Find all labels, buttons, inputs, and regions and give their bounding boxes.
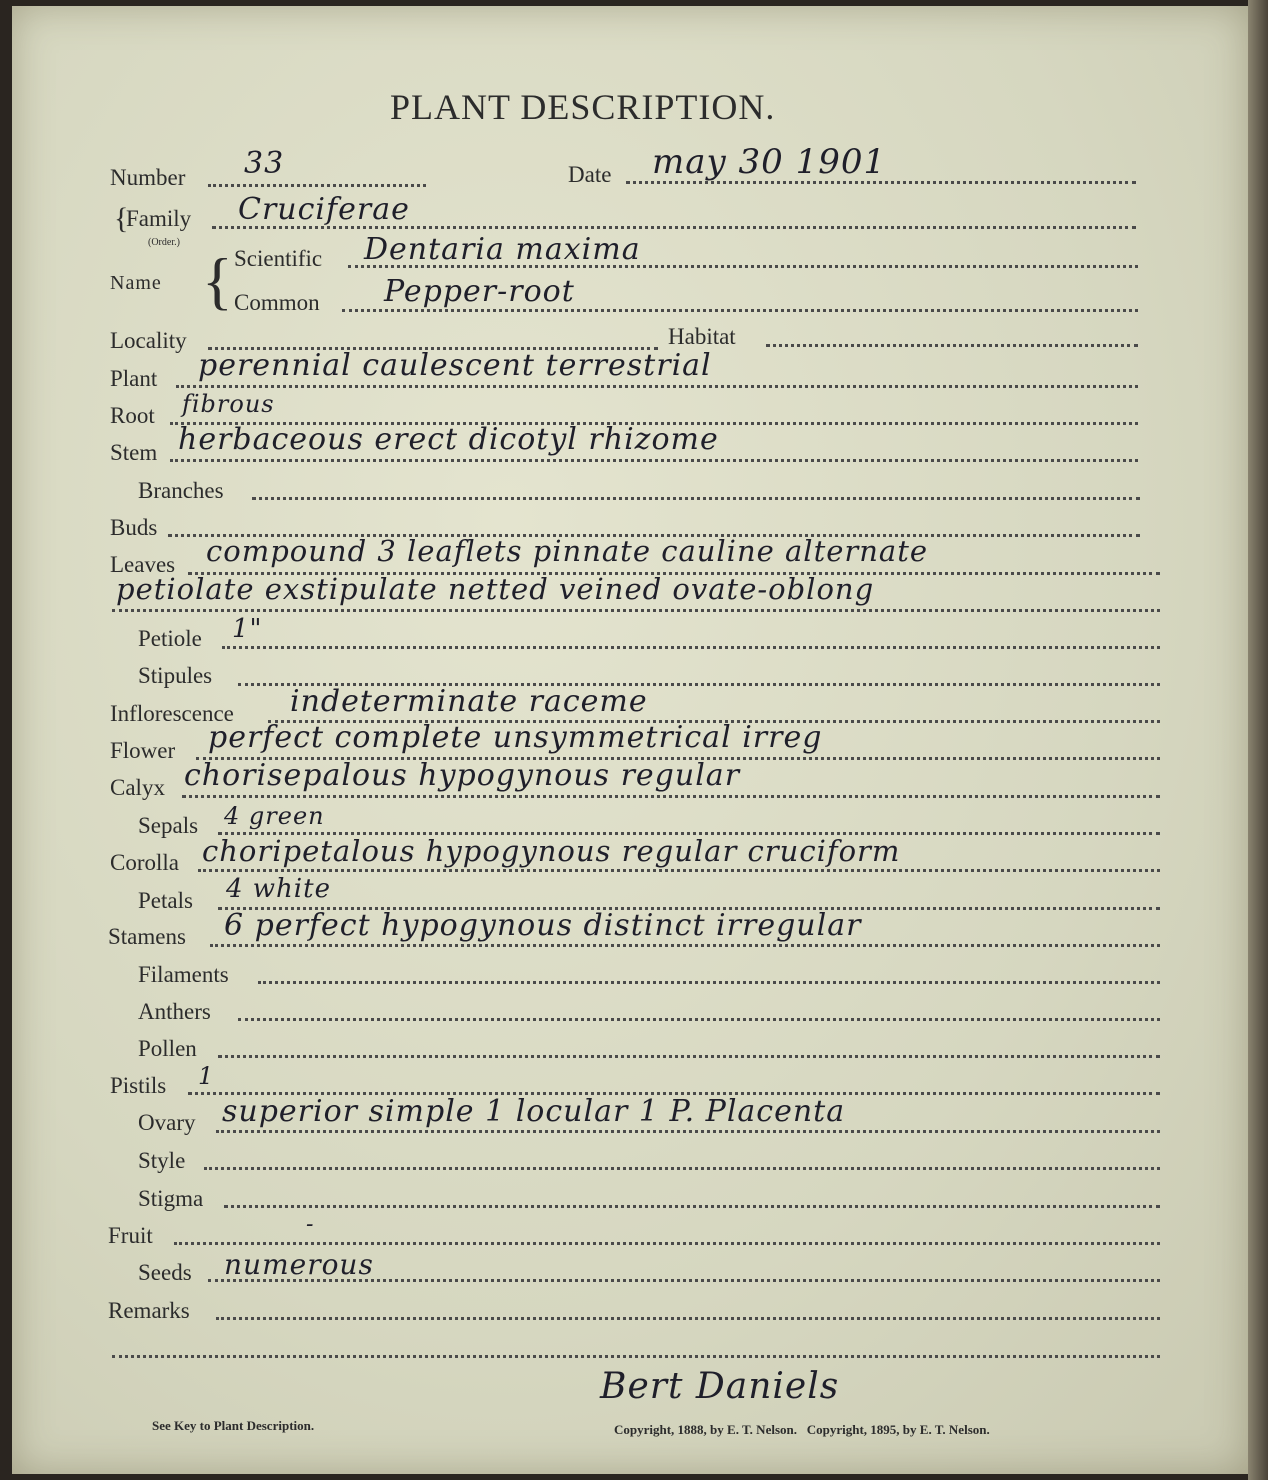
leaves-entry-2: petiolate exstipulate netted veined ovate-oblong	[116, 572, 875, 606]
habitat-line	[766, 344, 1138, 347]
plant-entry: perennial caulescent terrestrial	[198, 348, 712, 383]
calyx-entry: chorisepalous hypogynous regular	[184, 758, 741, 793]
stipules-label: Stipules	[138, 663, 213, 688]
fruit-label: Fruit	[108, 1223, 153, 1248]
ovary-label: Ovary	[138, 1110, 196, 1135]
number-label: Number	[110, 165, 186, 190]
flower-entry: perfect complete unsymmetrical irreg	[208, 720, 823, 755]
inflorescence-entry: indeterminate raceme	[290, 684, 648, 719]
fruit-line	[174, 1242, 1160, 1245]
footer-key-note: See Key to Plant Description.	[152, 1418, 315, 1433]
scientific-label: Scientific	[234, 246, 323, 271]
stigma-label: Stigma	[138, 1186, 204, 1211]
stamens-entry: 6 perfect hypogynous distinct irregular	[224, 908, 862, 943]
number-entry: 33	[244, 146, 285, 181]
filaments-label: Filaments	[138, 962, 229, 987]
plant-label: Plant	[110, 366, 158, 391]
date-entry: may 30 1901	[652, 142, 887, 182]
leaves-line-2	[112, 609, 1160, 612]
pollen-label: Pollen	[138, 1036, 197, 1061]
ovary-line	[216, 1130, 1160, 1133]
petiole-label: Petiole	[138, 626, 202, 651]
locality-label: Locality	[110, 328, 187, 353]
branches-line	[252, 497, 1140, 500]
leaves-label: Leaves	[110, 552, 176, 577]
signature: Bert Daniels	[600, 1366, 840, 1407]
stigma-line	[224, 1205, 1160, 1208]
remarks-label: Remarks	[108, 1298, 190, 1323]
anthers-line	[238, 1018, 1160, 1021]
fruit-entry: -	[306, 1212, 315, 1237]
stamens-line	[210, 944, 1160, 947]
branches-label: Branches	[138, 478, 224, 503]
petiole-entry: 1"	[232, 614, 263, 644]
sepals-entry: 4 green	[224, 802, 325, 830]
form-title: PLANT DESCRIPTION.	[390, 87, 776, 127]
seeds-label: Seeds	[138, 1260, 192, 1285]
petals-entry: 4 white	[226, 874, 331, 904]
inflorescence-label: Inflorescence	[110, 701, 234, 726]
name-brace: {	[202, 245, 233, 316]
anthers-label: Anthers	[138, 999, 211, 1024]
style-line	[204, 1167, 1160, 1170]
petals-label: Petals	[138, 888, 193, 913]
calyx-line	[182, 795, 1160, 798]
common-line	[342, 309, 1138, 312]
corolla-label: Corolla	[110, 850, 179, 875]
filaments-line	[258, 981, 1160, 984]
name-label: Name	[110, 272, 162, 294]
leaves-entry-1: compound 3 leaflets pinnate cauline alternate	[206, 534, 929, 568]
remarks-line-2	[112, 1355, 1160, 1358]
order-label: (Order.)	[148, 237, 180, 248]
sepals-label: Sepals	[138, 813, 199, 838]
flower-label: Flower	[110, 738, 176, 763]
corolla-entry: choripetalous hypogynous regular cruciform	[202, 834, 901, 868]
pistils-label: Pistils	[110, 1073, 167, 1098]
root-label: Root	[110, 403, 155, 428]
common-label: Common	[234, 290, 320, 315]
page-edge	[1248, 0, 1268, 1480]
calyx-label: Calyx	[110, 775, 165, 800]
pollen-line	[218, 1055, 1160, 1058]
plant-line	[176, 385, 1138, 388]
family-brace: {	[114, 202, 129, 235]
number-line	[208, 184, 426, 187]
common-entry: Pepper-root	[384, 274, 575, 309]
footer-copyright: Copyright, 1888, by E. T. Nelson. Copyright, 1895, by E. T. Nelson.	[614, 1422, 990, 1437]
scientific-entry: Dentaria maxima	[364, 232, 641, 267]
stem-label: Stem	[110, 440, 158, 465]
ovary-entry: superior simple 1 locular 1 P. Placenta	[222, 1094, 846, 1129]
remarks-line-1	[216, 1317, 1160, 1320]
corolla-line	[198, 869, 1160, 872]
petiole-line	[222, 646, 1160, 649]
stem-line	[170, 459, 1138, 462]
family-entry: Cruciferae	[238, 192, 410, 227]
date-label: Date	[568, 162, 612, 187]
form-sheet	[12, 6, 1248, 1474]
root-entry: fibrous	[182, 390, 275, 418]
pistils-entry: 1	[198, 1062, 215, 1090]
buds-label: Buds	[110, 515, 158, 540]
habitat-label: Habitat	[668, 324, 736, 349]
stamens-label: Stamens	[108, 924, 186, 949]
stem-entry: herbaceous erect dicotyl rhizome	[178, 422, 719, 457]
style-label: Style	[138, 1148, 186, 1173]
family-label: Family	[126, 206, 192, 231]
seeds-entry: numerous	[224, 1248, 374, 1281]
